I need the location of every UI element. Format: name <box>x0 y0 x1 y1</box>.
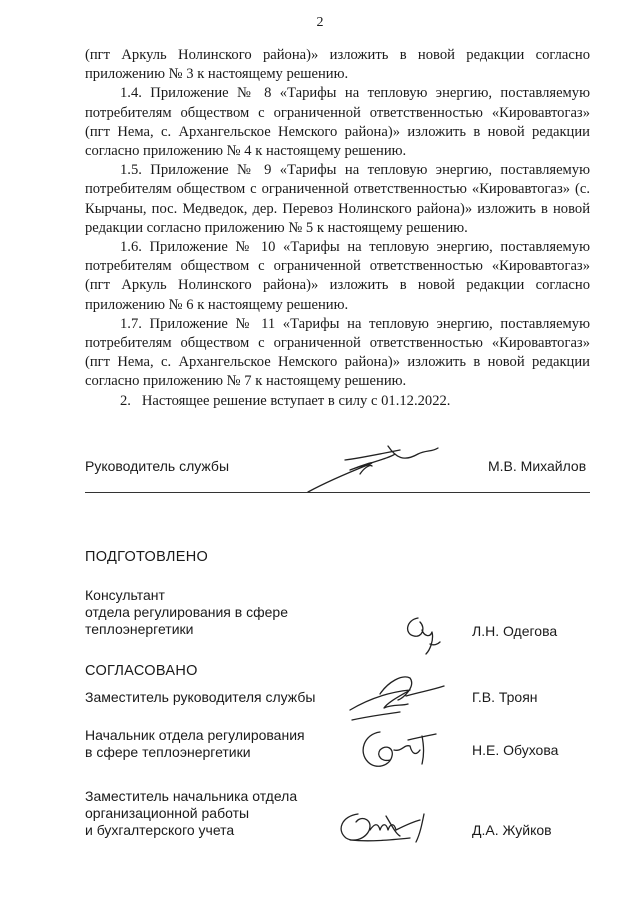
prepared-position-line-3: теплоэнергетики <box>85 621 194 637</box>
agreed-3-position-line-3: и бухгалтерского учета <box>85 822 235 838</box>
paragraph-1-5: 1.5. Приложение № 9 «Тарифы на тепловую энергию, поставляемую потребителям обществом с ограниченной ответственностью «Кировавтогаз» (с. Кырчаны, пос. Медведок, дер. Перевоз Нолинского района)» изложить в новой редакции согласно приложению № 5 к настоящему решению. <box>85 162 590 236</box>
signature-divider <box>85 492 590 493</box>
prepared-signature-image <box>400 610 450 660</box>
agreed-1-signature-image <box>340 668 450 724</box>
decision-body <box>85 46 590 411</box>
page-number: 2 <box>316 15 324 30</box>
paragraph-2: 2. Настоящее решение вступает в силу с 01.12.2022. <box>120 392 451 409</box>
paragraph-1-7: 1.7. Приложение № 11 «Тарифы на тепловую энергию, поставляемую потребителям обществом с ограниченной ответственностью «Кировавтогаз» (пгт Нема, с. Архангельское Немского района)» изложить в новой редакции согласно приложению № 7 к настоящему решению. <box>85 315 590 390</box>
agreed-1-position: Заместитель руководителя службы <box>85 689 316 705</box>
prepared-position-line-2: отдела регулирования в сфере <box>85 604 288 620</box>
agreed-3-position-line-1: Заместитель начальника отдела <box>85 788 298 804</box>
prepared-position-line-1: Консультант <box>85 587 165 603</box>
prepared-name: Л.Н. Одегова <box>472 623 558 639</box>
agreed-2-signature-image <box>350 722 450 776</box>
paragraph-1-6: 1.6. Приложение № 10 «Тарифы на тепловую энергию, поставляемую потребителям обществом с ограниченной ответственностью «Кировавтогаз» (пгт Аркуль Нолинского района)» изложить в новой редакции согласно приложению № 6 к настоящему решению. <box>85 239 590 313</box>
agreed-2-position-line-2: в сфере теплоэнергетики <box>85 744 251 760</box>
head-signature-image <box>300 440 450 500</box>
prepared-heading: ПОДГОТОВЛЕНО <box>85 549 209 565</box>
agreed-3-name: Д.А. Жуйков <box>472 822 552 838</box>
agreed-3-signature-image <box>330 800 450 850</box>
head-title: Руководитель службы <box>85 458 230 474</box>
head-name: М.В. Михайлов <box>488 458 587 474</box>
agreed-1-name: Г.В. Троян <box>472 689 538 705</box>
agreed-2-position-line-1: Начальник отдела регулирования <box>85 727 305 743</box>
paragraph-continuation: (пгт Аркуль Нолинского района)» изложить в новой редакции согласно приложению № 3 к настоящему решению. <box>85 47 590 83</box>
paragraph-1-4: 1.4. Приложение № 8 «Тарифы на тепловую энергию, поставляемую потребителям обществом с ограниченной ответственностью «Кировавтогаз» (пгт Нема, с. Архангельское Немского района)» изложить в новой редакции согласно приложению № 4 к настоящему решению. <box>85 85 590 160</box>
agreed-heading: СОГЛАСОВАНО <box>85 663 198 679</box>
agreed-2-name: Н.Е. Обухова <box>472 742 559 758</box>
agreed-3-position-line-2: организационной работы <box>85 805 250 821</box>
